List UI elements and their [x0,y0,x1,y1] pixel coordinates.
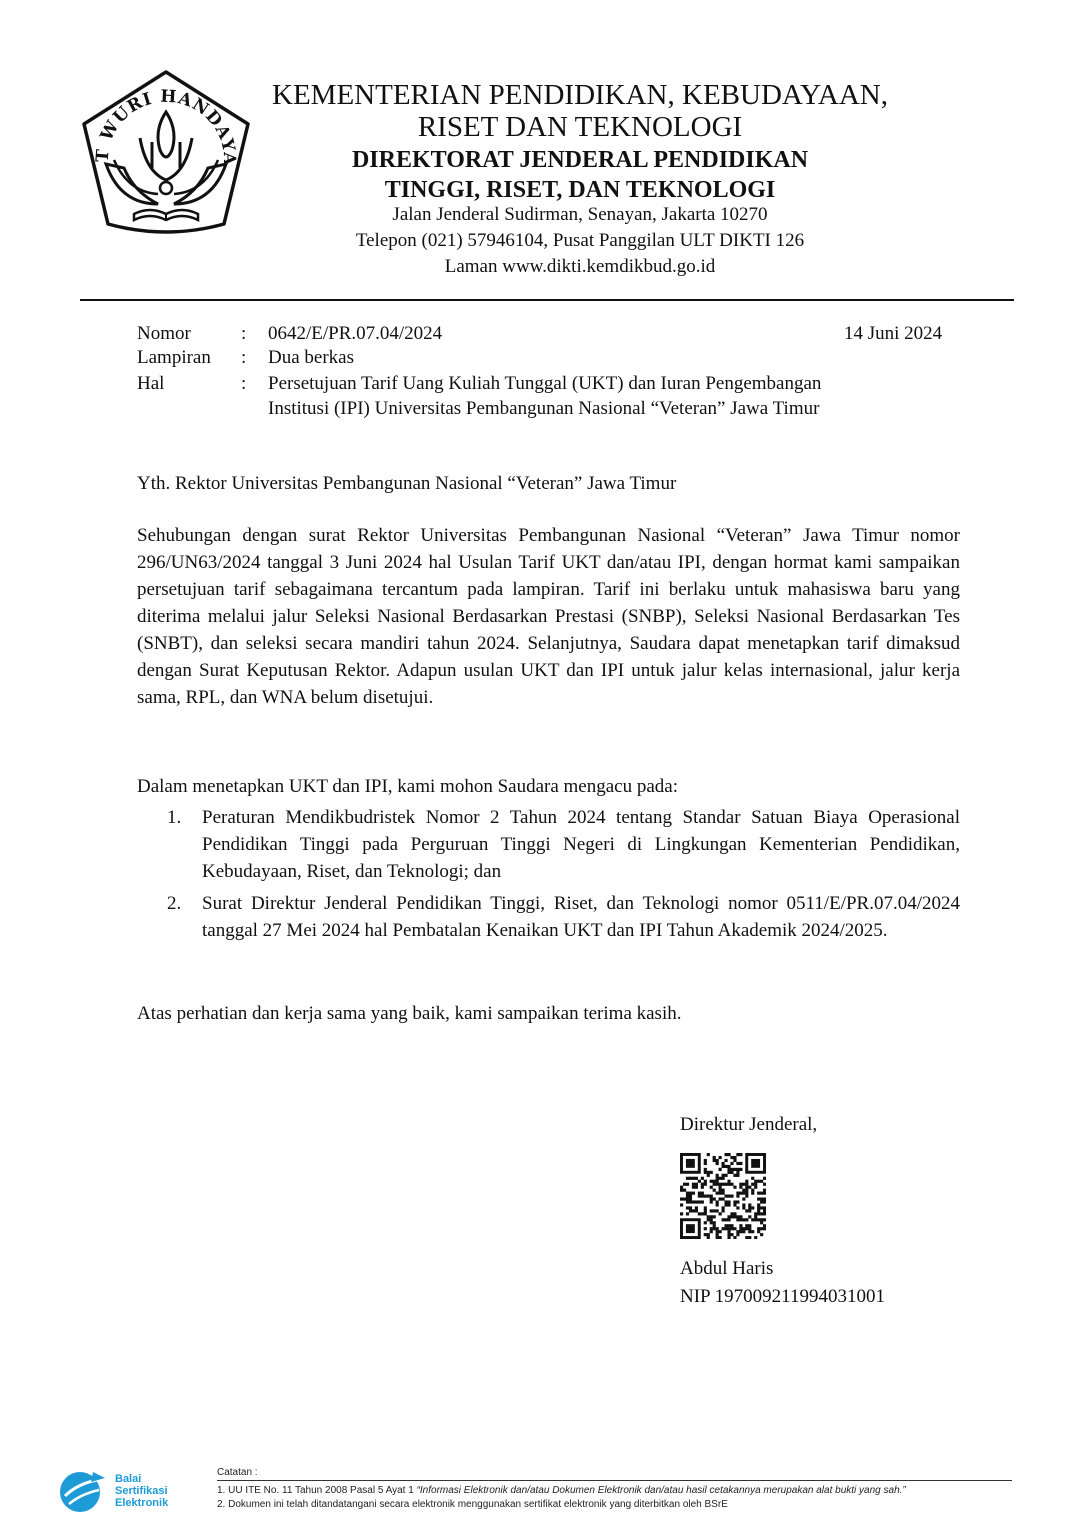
tut-wuri-handayani-emblem-icon [76,68,256,240]
nomor-colon: : [241,323,247,344]
closing-paragraph: Atas perhatian dan kerja sama yang baik, kami sampaikan terima kasih. [137,1003,682,1024]
ministry-name-line1: KEMENTERIAN PENDIDIKAN, KEBUDAYAAN, [272,79,888,111]
bsre-logo-icon [55,1466,111,1516]
directorate-name-line2: TINGGI, RISET, DAN TEKNOLOGI [384,177,776,203]
tut-wuri-handayani-logo [76,68,256,240]
hal-label: Hal [137,373,165,394]
qr-code-icon [680,1153,766,1239]
letter-date: 14 Juni 2024 [844,323,943,344]
bsre-text-line1: Balai [115,1473,142,1485]
letterhead-divider [80,299,1014,301]
footer-note-2: 2. Dokumen ini telah ditandatangani secara elektronik menggunakan sertifikat elektronik yang diterbitkan oleh BSrE [217,1499,728,1510]
list-item-text: Peraturan Mendikbudristek Nomor 2 Tahun 2024 tentang Standar Satuan Biaya Operasional Pendidikan Tinggi pada Perguruan Tinggi Negeri di Lingkungan Kementerian Pendidikan, Kebudayaan, Riset, dan Teknologi; dan [202,807,960,882]
signatory-title: Direktur Jenderal, [680,1114,818,1135]
reference-list-item [137,804,960,886]
lampiran-label: Lampiran [137,347,211,368]
signatory-nip: NIP 197009211994031001 [680,1286,885,1307]
list-item-text: Surat Direktur Jenderal Pendidikan Tinggi, Riset, dan Teknologi nomor 0511/E/PR.07.04/2024 tanggal 27 Mei 2024 hal Pembatalan Kenaikan UKT dan IPI Tahun Akademik 2024/2025. [202,893,960,941]
hal-colon: : [241,373,247,394]
svg-text:TUT WURI HANDAYANI [76,68,239,166]
list-item-number: 1. [167,807,182,828]
lampiran-value: Dua berkas [268,347,354,368]
footer-divider [217,1480,1012,1481]
qr-code-graphic [680,1153,766,1239]
body-paragraph-2-intro: Dalam menetapkan UKT dan IPI, kami mohon Saudara mengacu pada: [137,776,678,797]
body-paragraph-1: Sehubungan dengan surat Rektor Universitas Pembangunan Nasional “Veteran” Jawa Timur nomor 296/UN63/2024 tanggal 3 Juni 2024 hal Usulan Tarif UKT dan/atau IPI, dengan hormat kami sampaikan persetujuan tarif sebagaimana tercantum pada lampiran. Tarif ini berlaku untuk mahasiswa baru yang diterima melalui jalur Seleksi Nasional Berdasarkan Prestasi (SNBP), Seleksi Nasional Berdasarkan Tes (SNBT), dan seleksi secara mandiri tahun 2024. Selanjutnya, Saudara dapat menetapkan tarif dimaksud dengan Surat Keputusan Rektor. Adapun usulan UKT dan IPI untuk jalur kelas internasional, jalur kerja sama, RPL, dan WNA belum disetujui. [137,525,960,708]
footer-note-1-quote: “Informasi Elektronik dan/atau Dokumen Elektronik dan/atau hasil cetakannya merupakan alat bukti yang sah.” [416,1485,906,1496]
footer-note-1-prefix: 1. UU ITE No. 11 Tahun 2008 Pasal 5 Ayat 1 [217,1485,417,1496]
lampiran-colon: : [241,347,247,368]
ministry-name-line2: RISET DAN TEKNOLOGI [417,111,743,143]
reference-list-item [137,890,960,972]
website-line: Laman www.dikti.kemdikbud.go.id [444,256,716,277]
signatory-name: Abdul Haris [680,1258,774,1279]
bsre-text-line3: Elektronik [115,1497,169,1509]
hal-value-line2: Institusi (IPI) Universitas Pembangunan Nasional “Veteran” Jawa Timur [268,398,820,419]
nomor-label: Nomor [137,323,191,344]
bsre-text-line2: Sertifikasi [115,1485,168,1497]
phone-line: Telepon (021) 57946104, Pusat Panggilan ULT DIKTI 126 [355,230,805,251]
directorate-name-line1: DIREKTORAT JENDERAL PENDIDIKAN [351,147,809,173]
bsre-logo [55,1466,111,1516]
address-line: Jalan Jenderal Sudirman, Senayan, Jakarta 10270 [392,204,768,225]
footer-catatan-label: Catatan : [217,1467,258,1478]
recipient-line: Yth. Rektor Universitas Pembangunan Nasional “Veteran” Jawa Timur [137,473,677,494]
hal-value-line1: Persetujuan Tarif Uang Kuliah Tunggal (UKT) dan Iuran Pengembangan [268,373,822,394]
footer-note-1 [217,1484,1017,1498]
nomor-value: 0642/E/PR.07.04/2024 [268,323,443,344]
logo-motto-text: T WURI HANDAYA [92,86,240,167]
list-item-number: 2. [167,893,182,914]
